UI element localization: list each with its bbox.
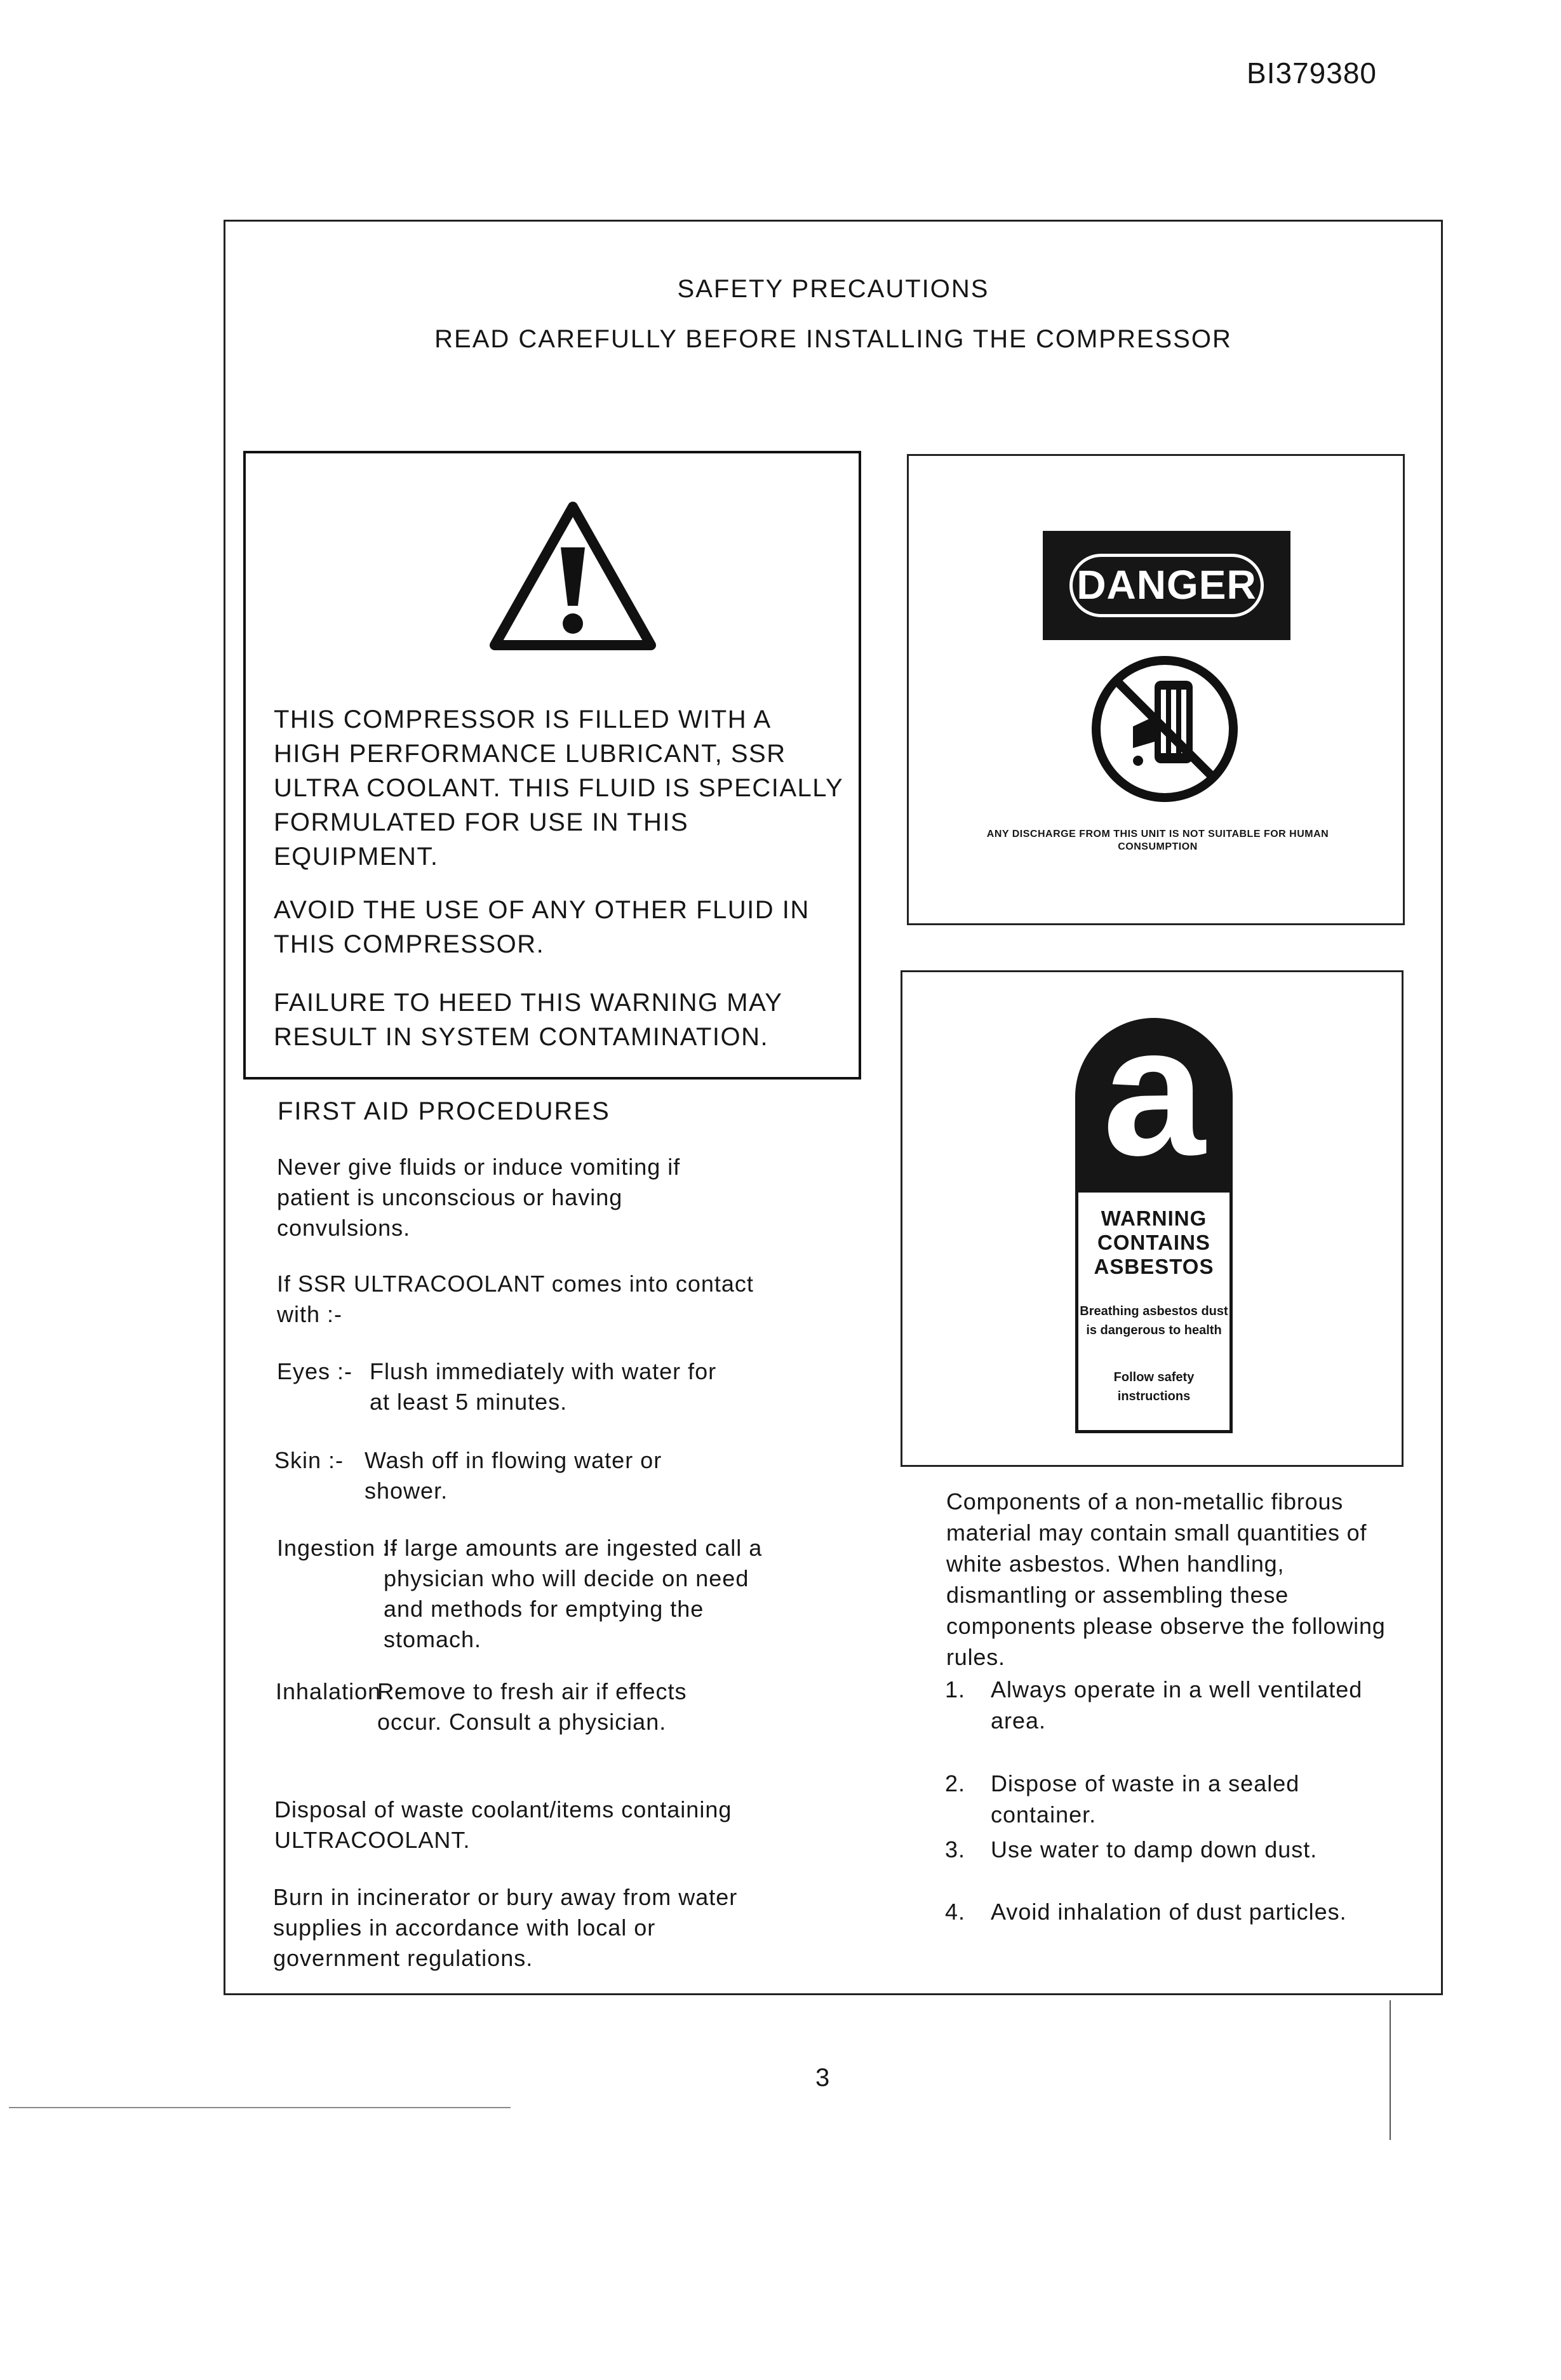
asbestos-logo-letter: a — [1102, 988, 1205, 1194]
lubricant-warning-box — [243, 451, 861, 1080]
asbestos-breathing-text: Breathing asbestos dust is dangerous to health — [1080, 1304, 1228, 1337]
rule-text: Avoid inhalation of dust particles. — [991, 1899, 1347, 1925]
first-aid-term: Eyes :- — [277, 1358, 353, 1384]
rule-number: 3. — [945, 1836, 966, 1862]
first-aid-intro: Never give fluids or induce vomiting if patient is unconscious or having convulsions. — [277, 1154, 681, 1241]
first-aid-text: If large amounts are ingested call a physician who will decide on need and methods for emptying the stomach. — [384, 1535, 763, 1652]
warning-paragraph-failure: FAILURE TO HEED THIS WARNING MAY RESULT IN SYSTEM CONTAMINATION. — [274, 989, 782, 1051]
rule-text: Always operate in a well ventilated area. — [991, 1676, 1363, 1734]
first-aid-text: Flush immediately with water for at least 5 minutes. — [370, 1358, 717, 1415]
asbestos-label-panel — [1075, 1189, 1233, 1433]
asbestos-label — [1075, 988, 1233, 1433]
disposal-instructions: Burn in incinerator or bury away from water supplies in accordance with local or government regulations. — [273, 1884, 738, 1971]
danger-banner — [1043, 531, 1290, 640]
warning-paragraph-avoid: AVOID THE USE OF ANY OTHER FLUID IN THIS COMPRESSOR. — [274, 896, 810, 958]
warning-triangle-icon — [487, 498, 659, 657]
danger-notice: ANY DISCHARGE FROM THIS UNIT IS NOT SUITABLE FOR HUMAN CONSUMPTION — [986, 829, 1329, 852]
first-aid-item-eyes — [277, 1356, 785, 1420]
scan-edge-line — [9, 2107, 511, 2108]
rule-text: Use water to damp down dust. — [991, 1836, 1318, 1862]
first-aid-item-ingestion — [277, 1533, 785, 1685]
danger-label-box — [907, 454, 1405, 925]
first-aid-item-skin — [274, 1445, 782, 1509]
rule-text: Dispose of waste in a sealed container. — [991, 1770, 1300, 1828]
first-aid-text: Remove to fresh air if effects occur. Consult a physician. — [377, 1678, 687, 1735]
asbestos-warning-text: WARNING CONTAINS ASBESTOS — [1094, 1207, 1214, 1278]
warning-paragraph-lubricant: THIS COMPRESSOR IS FILLED WITH A HIGH PERFORMANCE LUBRICANT, SSR ULTRA COOLANT. THIS FLUID IS SPECIALLY FORMULATED FOR USE IN THIS EQUIPMENT. — [274, 705, 843, 871]
document-id: BI379380 — [1247, 57, 1377, 90]
asbestos-follow-text: Follow safety instructions — [1113, 1370, 1195, 1403]
rule-number: 1. — [945, 1676, 966, 1702]
scan-edge-line — [1390, 2000, 1391, 2140]
components-intro: Components of a non-metallic fibrous material may contain small quantities of white asbestos. When handling, dismantling or assembling these components please observe the following rules. — [946, 1488, 1386, 1670]
page-title: SAFETY PRECAUTIONS — [677, 275, 989, 303]
first-aid-term: Skin :- — [274, 1447, 344, 1473]
rule-number: 2. — [945, 1770, 966, 1796]
first-aid-contact: If SSR ULTRACOOLANT comes into contact with :- — [277, 1271, 754, 1327]
first-aid-term: Ingestion :- — [277, 1535, 398, 1561]
first-aid-term: Inhalation :- — [276, 1678, 404, 1704]
first-aid-item-inhalation — [276, 1676, 784, 1772]
asbestos-label-box — [901, 970, 1404, 1467]
disposal-heading: Disposal of waste coolant/items containing ULTRACOOLANT. — [274, 1796, 732, 1853]
page-number: 3 — [815, 2064, 830, 2092]
asbestos-logo — [1075, 988, 1233, 1194]
first-aid-title: FIRST AID PROCEDURES — [278, 1097, 610, 1125]
danger-banner-text: DANGER — [1076, 562, 1257, 608]
page-subtitle: READ CAREFULLY BEFORE INSTALLING THE COMPRESSOR — [434, 325, 1232, 353]
first-aid-text: Wash off in flowing water or shower. — [365, 1447, 662, 1504]
no-drinking-icon — [1089, 653, 1241, 805]
rule-number: 4. — [945, 1899, 966, 1925]
